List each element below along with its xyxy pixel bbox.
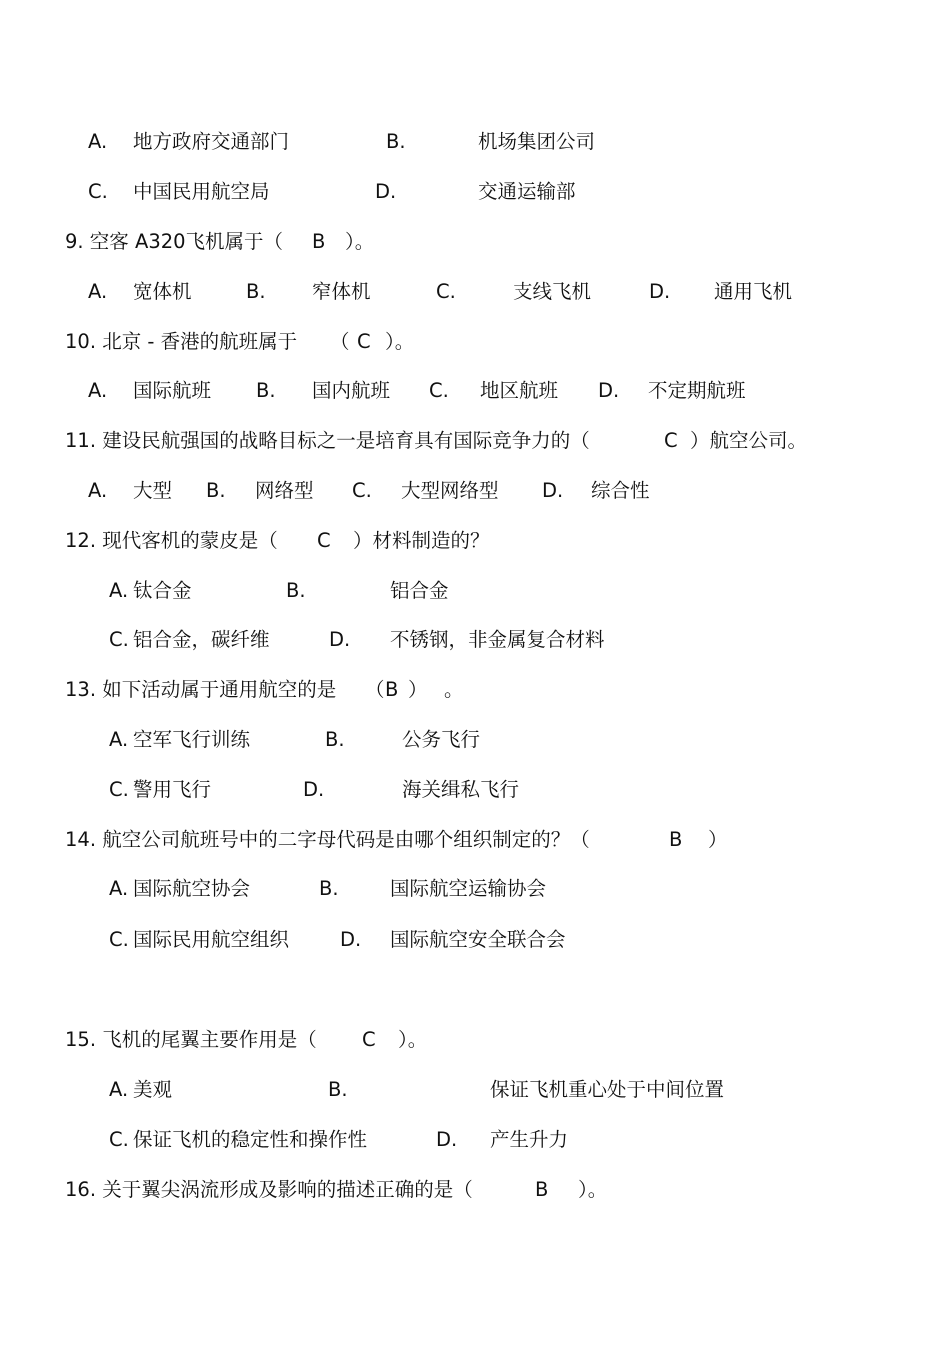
question-stem-end: 。	[444, 678, 464, 701]
option-text: 空军飞行训练	[133, 728, 251, 751]
question-stem: 11. 建设民航强国的战略目标之一是培育具有国际竞争力的（	[65, 429, 590, 452]
option-letter: D.	[303, 778, 325, 801]
option-text: 保证飞机重心处于中间位置	[490, 1078, 725, 1101]
option-text: 地方政府交通部门	[133, 130, 290, 153]
answer: C	[317, 529, 331, 552]
option-text: 钛合金	[133, 579, 192, 602]
question-stem-end: ）。	[385, 330, 415, 353]
option-text: 国际航空协会	[133, 877, 251, 900]
option-text: 综合性	[591, 479, 650, 502]
option-letter: D.	[436, 1128, 458, 1151]
option-text: 国际航班	[133, 379, 212, 402]
option-letter: B.	[206, 479, 226, 502]
option-letter: A.	[88, 280, 108, 303]
question-stem-end: ）航空公司。	[690, 429, 808, 452]
option-letter: C.	[109, 778, 129, 801]
question-stem: 10. 北京 - 香港的航班属于	[65, 330, 298, 353]
question-stem-end: ）。	[578, 1178, 608, 1201]
question-stem-end: ）。	[345, 230, 375, 253]
option-text: 美观	[133, 1078, 173, 1101]
question-stem-end: ）。	[398, 1028, 428, 1051]
option-text: 大型	[133, 479, 173, 502]
question-stem: 12. 现代客机的蒙皮是（	[65, 529, 278, 552]
option-text: 中国民用航空局	[133, 180, 270, 203]
option-letter: C.	[109, 928, 129, 951]
option-text: 不定期航班	[648, 379, 746, 402]
option-text: 窄体机	[312, 280, 371, 303]
option-text: 国内航班	[312, 379, 391, 402]
option-text: 大型网络型	[401, 479, 499, 502]
question-stem-end: ）	[708, 828, 728, 851]
option-text: 国际航空运输协会	[390, 877, 547, 900]
option-text: 机场集团公司	[478, 130, 596, 153]
question-stem: 14. 航空公司航班号中的二字母代码是由哪个组织制定的？（	[65, 828, 590, 851]
option-letter: B.	[386, 130, 406, 153]
option-text: 不锈钢，非金属复合材料	[390, 628, 605, 651]
option-text: 交通运输部	[478, 180, 576, 203]
option-letter: A.	[109, 728, 129, 751]
option-text: 铝合金	[390, 579, 449, 602]
option-text: 海关缉私飞行	[402, 778, 520, 801]
option-letter: B.	[246, 280, 266, 303]
question-stem: 15. 飞机的尾翼主要作用是（	[65, 1028, 317, 1051]
option-letter: D.	[329, 628, 351, 651]
option-letter: A.	[109, 579, 129, 602]
option-letter: C.	[429, 379, 449, 402]
option-letter: A.	[88, 479, 108, 502]
option-letter: A.	[88, 130, 108, 153]
question-stem: 13. 如下活动属于通用航空的是	[65, 678, 337, 701]
option-letter: A.	[88, 379, 108, 402]
option-letter: A.	[109, 877, 129, 900]
option-letter: D.	[340, 928, 362, 951]
option-letter: D.	[542, 479, 564, 502]
option-letter: B.	[286, 579, 306, 602]
option-letter: C.	[436, 280, 456, 303]
option-text: 警用飞行	[133, 778, 212, 801]
answer: C	[664, 429, 678, 452]
paren-open: （	[365, 678, 385, 701]
option-letter: B.	[256, 379, 276, 402]
paren-close: ）	[408, 678, 428, 701]
option-text: 宽体机	[133, 280, 192, 303]
answer: B	[385, 678, 399, 701]
option-text: 保证飞机的稳定性和操作性	[133, 1128, 368, 1151]
option-letter: B.	[319, 877, 339, 900]
answer: C	[357, 330, 371, 353]
option-text: 通用飞机	[714, 280, 793, 303]
answer: B	[669, 828, 683, 851]
option-letter: D.	[649, 280, 671, 303]
question-stem-end: ）材料制造的？	[353, 529, 490, 552]
option-text: 地区航班	[480, 379, 559, 402]
option-text: 支线飞机	[513, 280, 592, 303]
answer: B	[312, 230, 326, 253]
question-stem: 9. 空客 A320飞机属于（	[65, 230, 284, 253]
option-letter: C.	[352, 479, 372, 502]
option-letter: B.	[328, 1078, 348, 1101]
answer: C	[362, 1028, 376, 1051]
option-text: 网络型	[255, 479, 314, 502]
option-letter: A.	[109, 1078, 129, 1101]
option-letter: C.	[109, 1128, 129, 1151]
option-text: 产生升力	[490, 1128, 569, 1151]
option-letter: B.	[325, 728, 345, 751]
option-letter: C.	[88, 180, 108, 203]
option-letter: D.	[375, 180, 397, 203]
option-text: 国际航空安全联合会	[390, 928, 566, 951]
option-text: 公务飞行	[402, 728, 481, 751]
option-text: 铝合金，碳纤维	[133, 628, 270, 651]
question-stem: 16. 关于翼尖涡流形成及影响的描述正确的是（	[65, 1178, 473, 1201]
option-text: 国际民用航空组织	[133, 928, 290, 951]
answer: B	[535, 1178, 549, 1201]
paren-open: （	[330, 330, 350, 353]
option-letter: C.	[109, 628, 129, 651]
option-letter: D.	[598, 379, 620, 402]
